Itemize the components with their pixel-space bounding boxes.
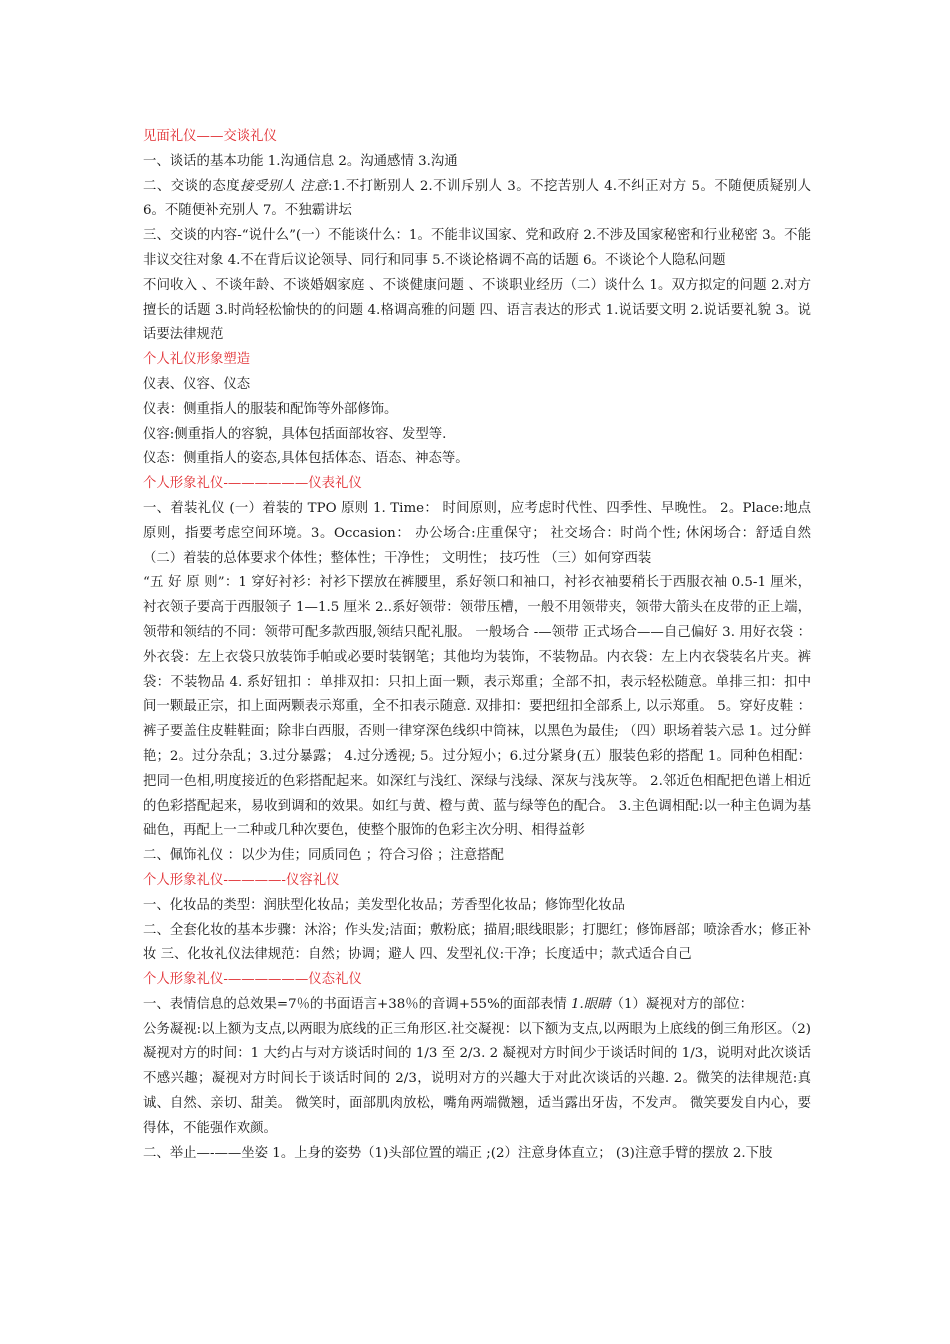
body-paragraph	[143, 993, 811, 1018]
paragraph-text: 二、交谈的态度	[143, 178, 241, 194]
body-paragraph: 二、佩饰礼仪 ：以少为佳；同质同色 ；符合习俗 ；注意搭配	[143, 848, 504, 864]
paragraph-text: 一、表情信息的总效果=7％的书面语言+38％的音调+55%的面部表情	[143, 996, 572, 1012]
italic-emphasis: 接受别人 注意	[240, 178, 329, 194]
section-heading: 个人形象礼仪-——————仪表礼仪	[143, 476, 362, 492]
body-paragraph: 一、谈话的基本功能 1.沟通信息 2。沟通感情 3.沟通	[143, 153, 458, 169]
section-heading: 个人形象礼仪-————-仪容礼仪	[143, 872, 340, 888]
body-paragraph: 三、交谈的内容-“说什么”(一）不能谈什么：1。不能非议国家、党和政府 2.不涉及国家秘密和行业秘密 3。不能非议交往对象 4.不在背后议论领导、同行和同事 5.不谈论格调不高的话题 6。不谈论个人隐私问题	[143, 228, 811, 268]
paragraph-text: （1）凝视对方的部位：	[610, 996, 754, 1012]
body-paragraph: 一、化妆品的类型：润肤型化妆品；美发型化妆品；芳香型化妆品；修饰型化妆品	[143, 897, 626, 913]
body-paragraph: 仪表、仪容、仪态	[143, 376, 251, 392]
paragraph-text: :1.不打断别人 2.不训斥别人 3。不挖苦别人 4.不纠正对方 5。不随便质疑别人 6。不随便补充别人 7。不独霸讲坛	[143, 178, 811, 219]
body-paragraph: 仪容:侧重指人的容貌，具体包括面部妆容、发型等.	[143, 426, 447, 442]
italic-emphasis: 1.眼睛	[571, 996, 611, 1012]
document-body	[143, 125, 811, 1166]
body-paragraph: 仪表：侧重指人的服装和配饰等外部修饰。	[143, 401, 398, 417]
section-heading: 个人礼仪形象塑造	[143, 352, 251, 368]
section-heading: 个人形象礼仪-——————仪态礼仪	[143, 972, 362, 988]
body-paragraph: 公务凝视:以上额为支点,以两眼为底线的正三角形区.社交凝视：以下额为支点,以两眼为上底线的倒三角形区。（2)凝视对方的时间：1 大约占与对方谈话时间的 1/3 至 2/3. 2 凝视对方时间少于谈话时间的 1/3，说明对此次谈话不感兴趣；凝视对方时间长于谈话时间的 2/3，说明对方的兴趣大于对此次谈话的兴趣. 2。微笑的法律规范:真诚、自然、亲切、甜美。 微笑时，面部肌肉放松，嘴角两端微翘，适当露出牙齿，不发声。 微笑要发自内心，要得体，不能强作欢颜。	[143, 1021, 811, 1136]
body-paragraph: 二、举止—-——坐姿 1。上身的姿势（1)头部位置的端正 ;(2）注意身体直立； (3)注意手臂的摆放 2.下肢	[143, 1145, 773, 1161]
body-paragraph: 仪态：侧重指人的姿态,具体包括体态、语态、神态等。	[143, 451, 469, 467]
body-paragraph: 二、全套化妆的基本步骤：沐浴；作头发;洁面；敷粉底；描眉;眼线眼影；打腮红；修饰唇部；喷涂香水；修正补妆 三、化妆礼仪法律规范：自然；协调；避人 四、发型礼仪:干净；长度适中；款式适合自己	[143, 922, 811, 963]
body-paragraph: 不问收入 、不谈年龄、不谈婚姻家庭 、不谈健康问题 、不谈职业经历（二）谈什么 1。双方拟定的问题 2.对方擅长的话题 3.时尚轻松愉快的的问题 4.格调高雅的问题 四、语言表达的形式 1.说话要文明 2.说话要礼貌 3。说话要法律规范	[143, 277, 811, 343]
body-paragraph: 一、着装礼仪 (一）着装的 TPO 原则 1. Time： 时间原则，应考虑时代性、四季性、早晚性。 2。Place:地点原则，指要考虑空间环境。3。Occasion： 办公场合:庄重保守； 社交场合：时尚个性; 休闲场合：舒适自然（二）着装的总体要求个体性；整体性；干净性； 文明性； 技巧性 （三）如何穿西装	[143, 500, 811, 566]
body-paragraph	[143, 175, 811, 225]
body-paragraph: “五 好 原 则”：1 穿好衬衫：衬衫下摆放在裤腰里，系好领口和袖口，衬衫衣袖要稍长于西服衣袖 0.5-1 厘米，衬衣领子要高于西服领子 1—1.5 厘米 2..系好领带：领带压槽，一般不用领带夹，领带大箭头在皮带的正上端，领带和领结的不同：领带可配多款西服,领结只配礼服。 一般场合 -—领带 正式场合——自己偏好 3. 用好衣袋 ：外衣袋：左上衣袋只放装饰手帕或必要时装钢笔；其他均为装饰，不装物品。内衣袋：左上内衣袋装名片夹。裤袋：不装物品 4. 系好钮扣 ：单排双扣：只扣上面一颗，表示郑重；全部不扣，表示轻松随意。单排三扣：扣中间一颗最正宗，扣上面两颗表示郑重，全不扣表示随意. 双排扣：要把纽扣全部系上, 以示郑重。 5。穿好皮鞋 ：裤子要盖住皮鞋鞋面；除非白西服，否则一律穿深色线织中筒袜，以黑色为最佳; （四）职场着装六忌 1。过分鲜艳；2。过分杂乱；3.过分暴露； 4.过分透视; 5。过分短小；6.过分紧身(五）服装色彩的搭配 1。同种色相配：把同一色相,明度接近的色彩搭配起来。如深红与浅红、深绿与浅绿、深灰与浅灰等。 2.邻近色相配把色谱上相近的色彩搭配起来，易收到调和的效果。如红与黄、橙与黄、蓝与绿等色的配合。 3.主色调相配:以一种主色调为基础色，再配上一二种或几种次要色，使整个服饰的色彩主次分明、相得益彰	[143, 575, 811, 839]
section-heading: 见面礼仪——交谈礼仪	[143, 129, 277, 144]
